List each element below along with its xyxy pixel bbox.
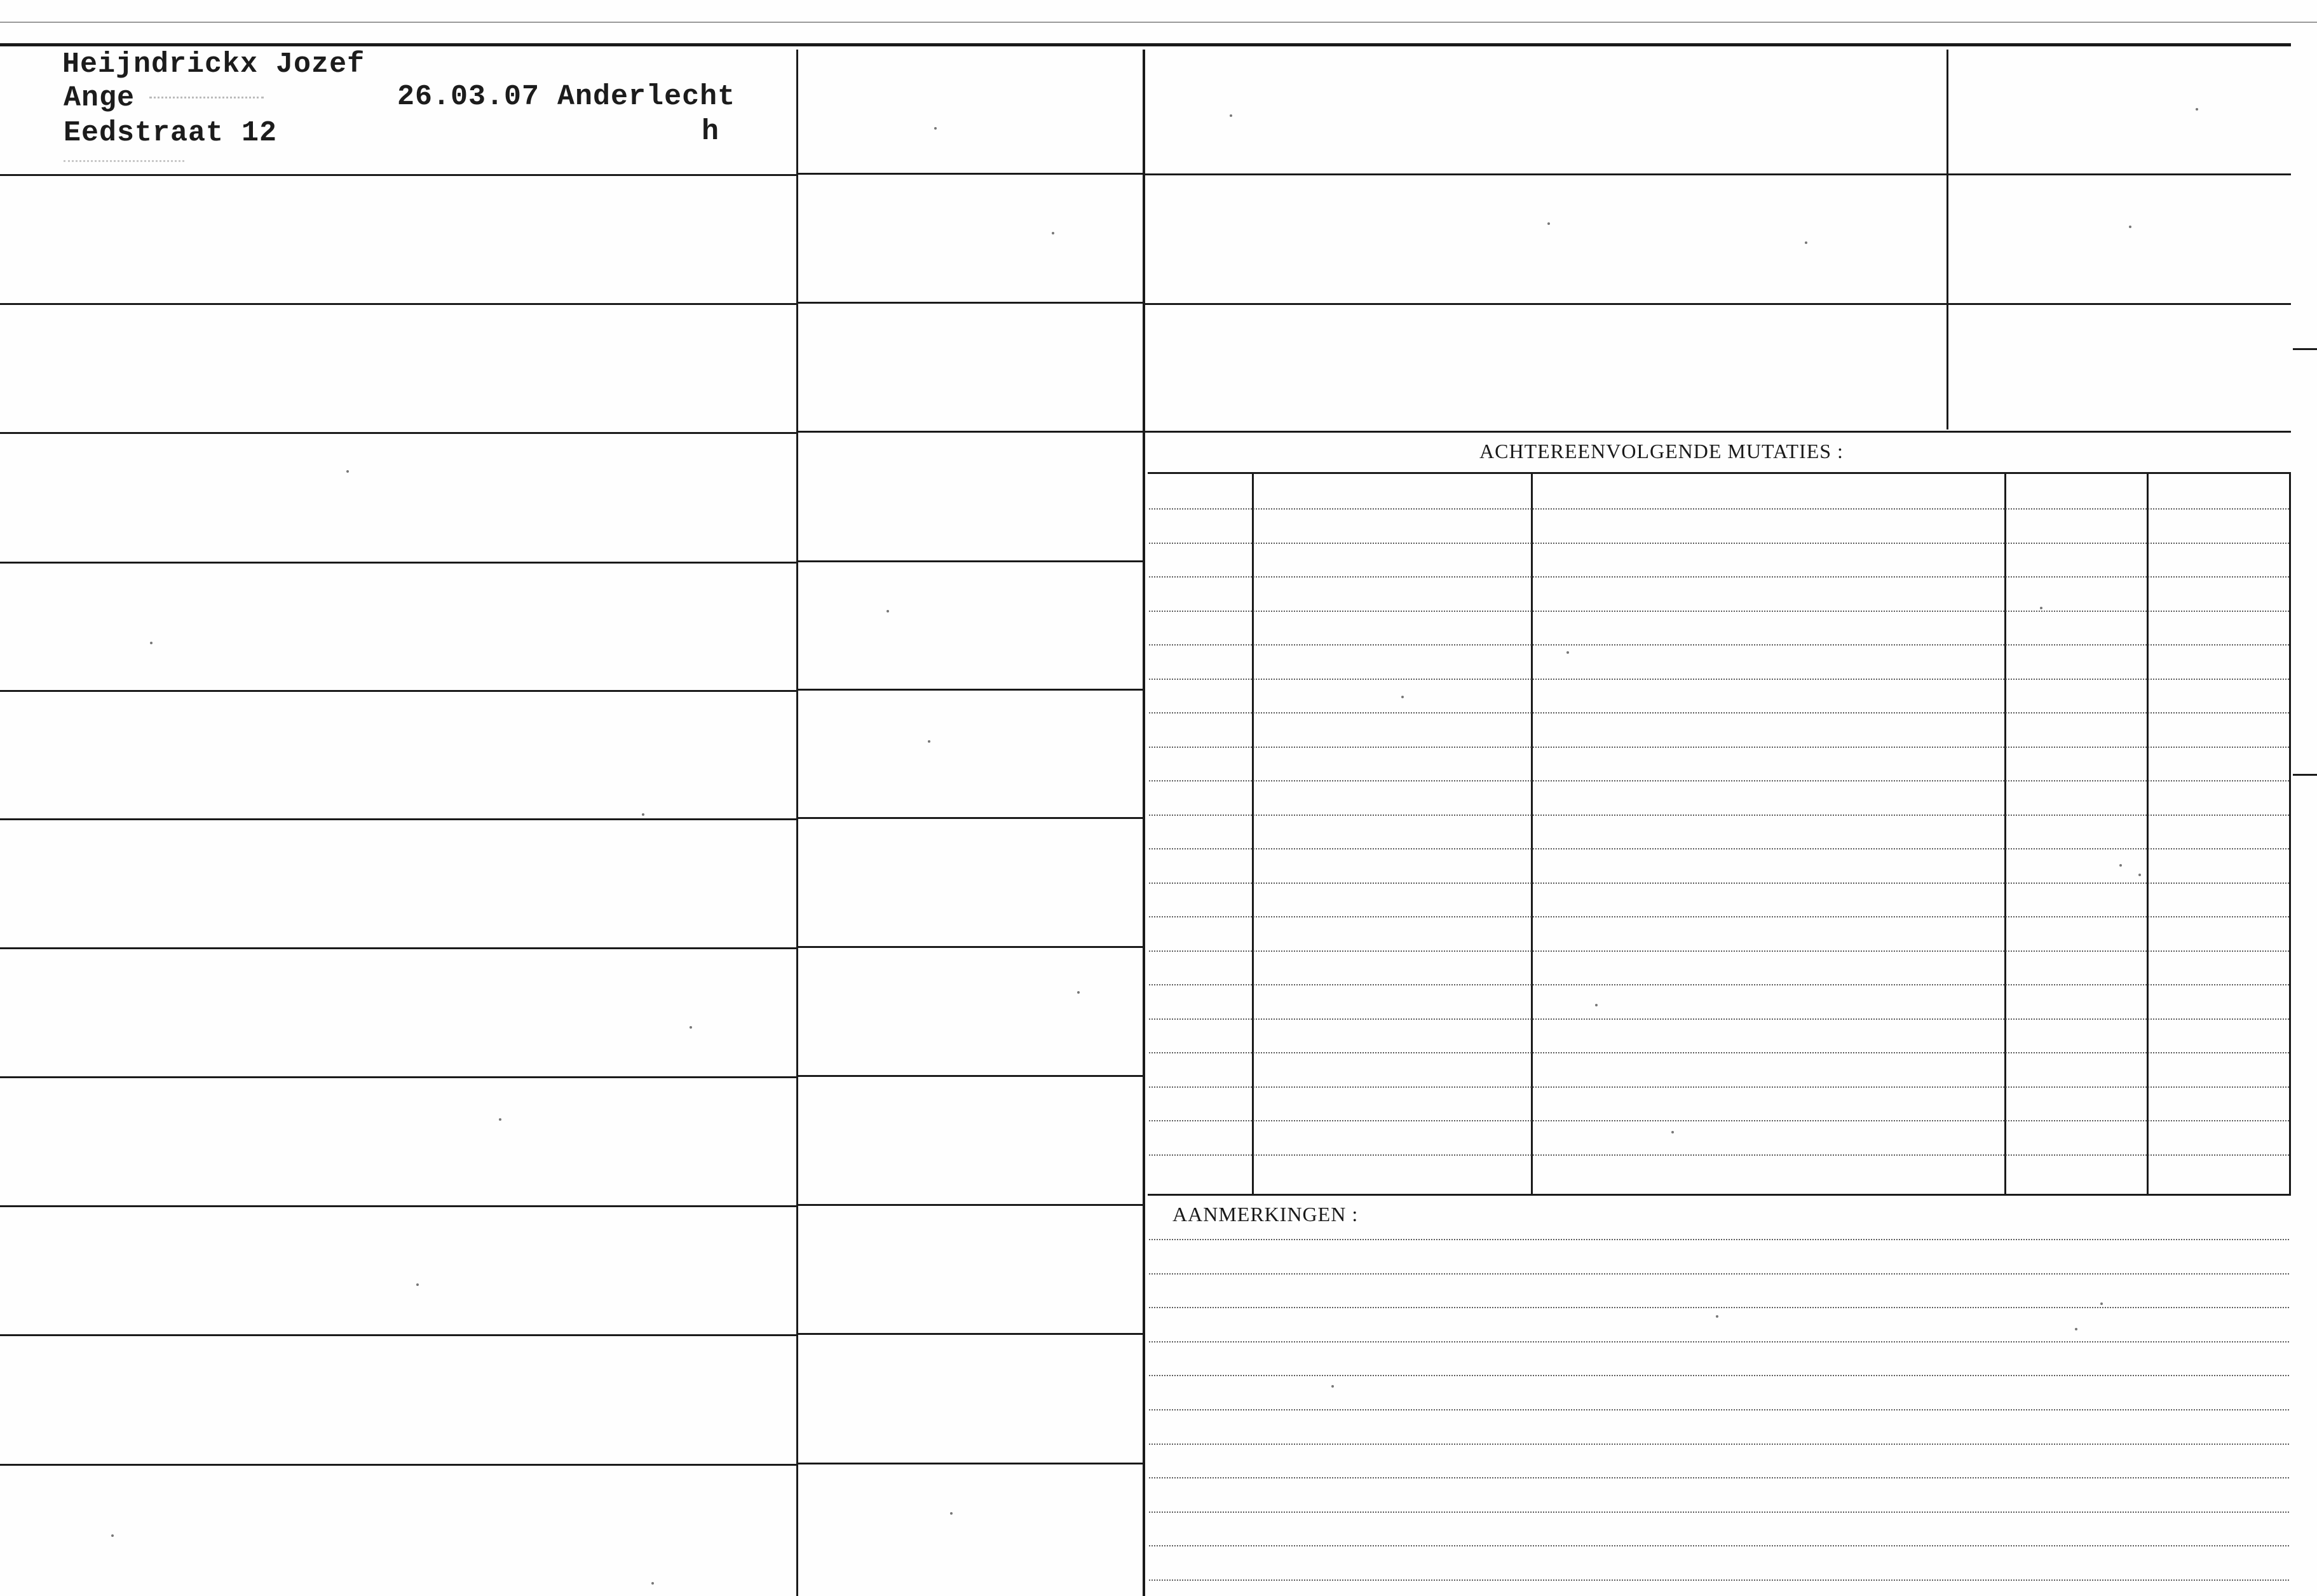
mutation-row-line bbox=[1149, 1018, 2289, 1020]
middle-row-rule bbox=[798, 431, 1143, 433]
left-row-rule bbox=[0, 1205, 797, 1207]
speck bbox=[1230, 114, 1232, 117]
speck bbox=[1547, 222, 1550, 225]
remark-row-line bbox=[1149, 1375, 2289, 1376]
mutation-row-line bbox=[1149, 712, 2289, 713]
speck bbox=[1595, 1004, 1598, 1006]
speck bbox=[2075, 1328, 2077, 1330]
remark-row-line bbox=[1149, 1341, 2289, 1342]
speck bbox=[2129, 226, 2131, 228]
middle-row-rule bbox=[798, 1333, 1143, 1335]
left-column-divider bbox=[796, 50, 798, 1596]
speck bbox=[1566, 651, 1569, 654]
right-upper-rule-3 bbox=[1144, 431, 2291, 433]
remark-row-line bbox=[1149, 1409, 2289, 1410]
speck bbox=[1331, 1385, 1334, 1388]
mutation-row-line bbox=[1149, 508, 2289, 510]
left-row-rule bbox=[0, 818, 797, 820]
speck bbox=[928, 740, 930, 743]
speck bbox=[111, 1534, 114, 1537]
speck bbox=[2196, 108, 2198, 111]
speck bbox=[1671, 1131, 1674, 1133]
ink-smudge-2 bbox=[64, 160, 184, 165]
speck bbox=[1805, 241, 1807, 244]
mutation-row-line bbox=[1149, 780, 2289, 781]
mutation-row-line bbox=[1149, 747, 2289, 748]
remark-row-line bbox=[1149, 1579, 2289, 1581]
mutation-row-line bbox=[1149, 679, 2289, 680]
address-mark: h bbox=[702, 116, 720, 148]
left-row-rule bbox=[0, 947, 797, 949]
card-scan-edge bbox=[0, 22, 2317, 23]
remark-row-line bbox=[1149, 1511, 2289, 1513]
mutation-row-line bbox=[1149, 1086, 2289, 1088]
remarks-heading: AANMERKINGEN : bbox=[1172, 1203, 1359, 1226]
left-row-rule bbox=[0, 1076, 797, 1078]
remark-row-line bbox=[1149, 1239, 2289, 1240]
left-row-rule bbox=[0, 174, 797, 176]
speck bbox=[1401, 696, 1404, 698]
left-row-rule bbox=[0, 303, 797, 305]
mutation-row-line bbox=[1149, 1120, 2289, 1121]
middle-row-rule bbox=[798, 946, 1143, 948]
speck bbox=[1077, 991, 1080, 994]
left-row-rule bbox=[0, 1464, 797, 1466]
mutation-row-line bbox=[1149, 644, 2289, 646]
ink-smudge bbox=[149, 97, 264, 102]
middle-row-rule bbox=[798, 302, 1143, 304]
middle-column-divider bbox=[1143, 50, 1145, 1596]
birth-prefix: Ange bbox=[64, 82, 135, 114]
middle-row-rule bbox=[798, 817, 1143, 819]
speck bbox=[150, 642, 153, 644]
mutation-row-line bbox=[1149, 576, 2289, 578]
right-upper-rule-1 bbox=[1144, 173, 2291, 175]
mutation-row-line bbox=[1149, 950, 2289, 952]
speck bbox=[651, 1582, 654, 1585]
mutations-table-top bbox=[1148, 472, 2291, 474]
middle-row-rule bbox=[798, 1204, 1143, 1206]
mutation-row-line bbox=[1149, 815, 2289, 816]
mutation-row-line bbox=[1149, 1052, 2289, 1053]
left-row-rule bbox=[0, 432, 797, 434]
mutation-row-line bbox=[1149, 883, 2289, 884]
speck bbox=[499, 1118, 501, 1121]
birth-date-place: 26.03.07 Anderlecht bbox=[397, 81, 736, 113]
edge-tick-2 bbox=[2293, 774, 2317, 776]
remark-row-line bbox=[1149, 1307, 2289, 1308]
speck bbox=[887, 610, 889, 612]
card-top-edge bbox=[0, 43, 2291, 46]
middle-row-rule bbox=[798, 689, 1143, 691]
middle-row-rule bbox=[798, 173, 1143, 175]
speck bbox=[2040, 607, 2042, 609]
speck bbox=[934, 127, 937, 130]
remark-row-line bbox=[1149, 1545, 2289, 1546]
right-upper-rule-2 bbox=[1144, 303, 2291, 305]
middle-row-rule bbox=[798, 560, 1143, 562]
remark-row-line bbox=[1149, 1477, 2289, 1478]
speck bbox=[2138, 874, 2141, 876]
remark-row-line bbox=[1149, 1273, 2289, 1275]
speck bbox=[642, 813, 644, 816]
speck bbox=[950, 1512, 953, 1515]
speck bbox=[346, 470, 349, 473]
left-row-rule bbox=[0, 690, 797, 692]
remark-row-line bbox=[1149, 1444, 2289, 1445]
mutations-table-bottom bbox=[1148, 1194, 2291, 1196]
person-name: Heijndrickx Jozef bbox=[62, 48, 365, 81]
left-row-rule bbox=[0, 562, 797, 564]
edge-tick-1 bbox=[2293, 348, 2317, 350]
mutation-row-line bbox=[1149, 611, 2289, 612]
street-address: Eedstraat 12 bbox=[64, 117, 278, 149]
right-upper-divider bbox=[1947, 50, 1948, 429]
speck bbox=[1716, 1315, 1718, 1318]
mutations-right-edge bbox=[2289, 473, 2291, 1195]
mutation-row-line bbox=[1149, 543, 2289, 544]
speck bbox=[416, 1283, 419, 1286]
mutation-row-line bbox=[1149, 1154, 2289, 1156]
mutation-row-line bbox=[1149, 984, 2289, 985]
mutation-row-line bbox=[1149, 848, 2289, 849]
speck bbox=[2100, 1302, 2103, 1305]
middle-row-rule bbox=[798, 1463, 1143, 1464]
left-row-rule bbox=[0, 1334, 797, 1336]
middle-row-rule bbox=[798, 1075, 1143, 1077]
mutation-row-line bbox=[1149, 916, 2289, 917]
speck bbox=[690, 1026, 692, 1029]
mutations-heading: ACHTEREENVOLGENDE MUTATIES : bbox=[1479, 440, 1844, 463]
speck bbox=[2119, 864, 2122, 867]
speck bbox=[1052, 232, 1054, 234]
